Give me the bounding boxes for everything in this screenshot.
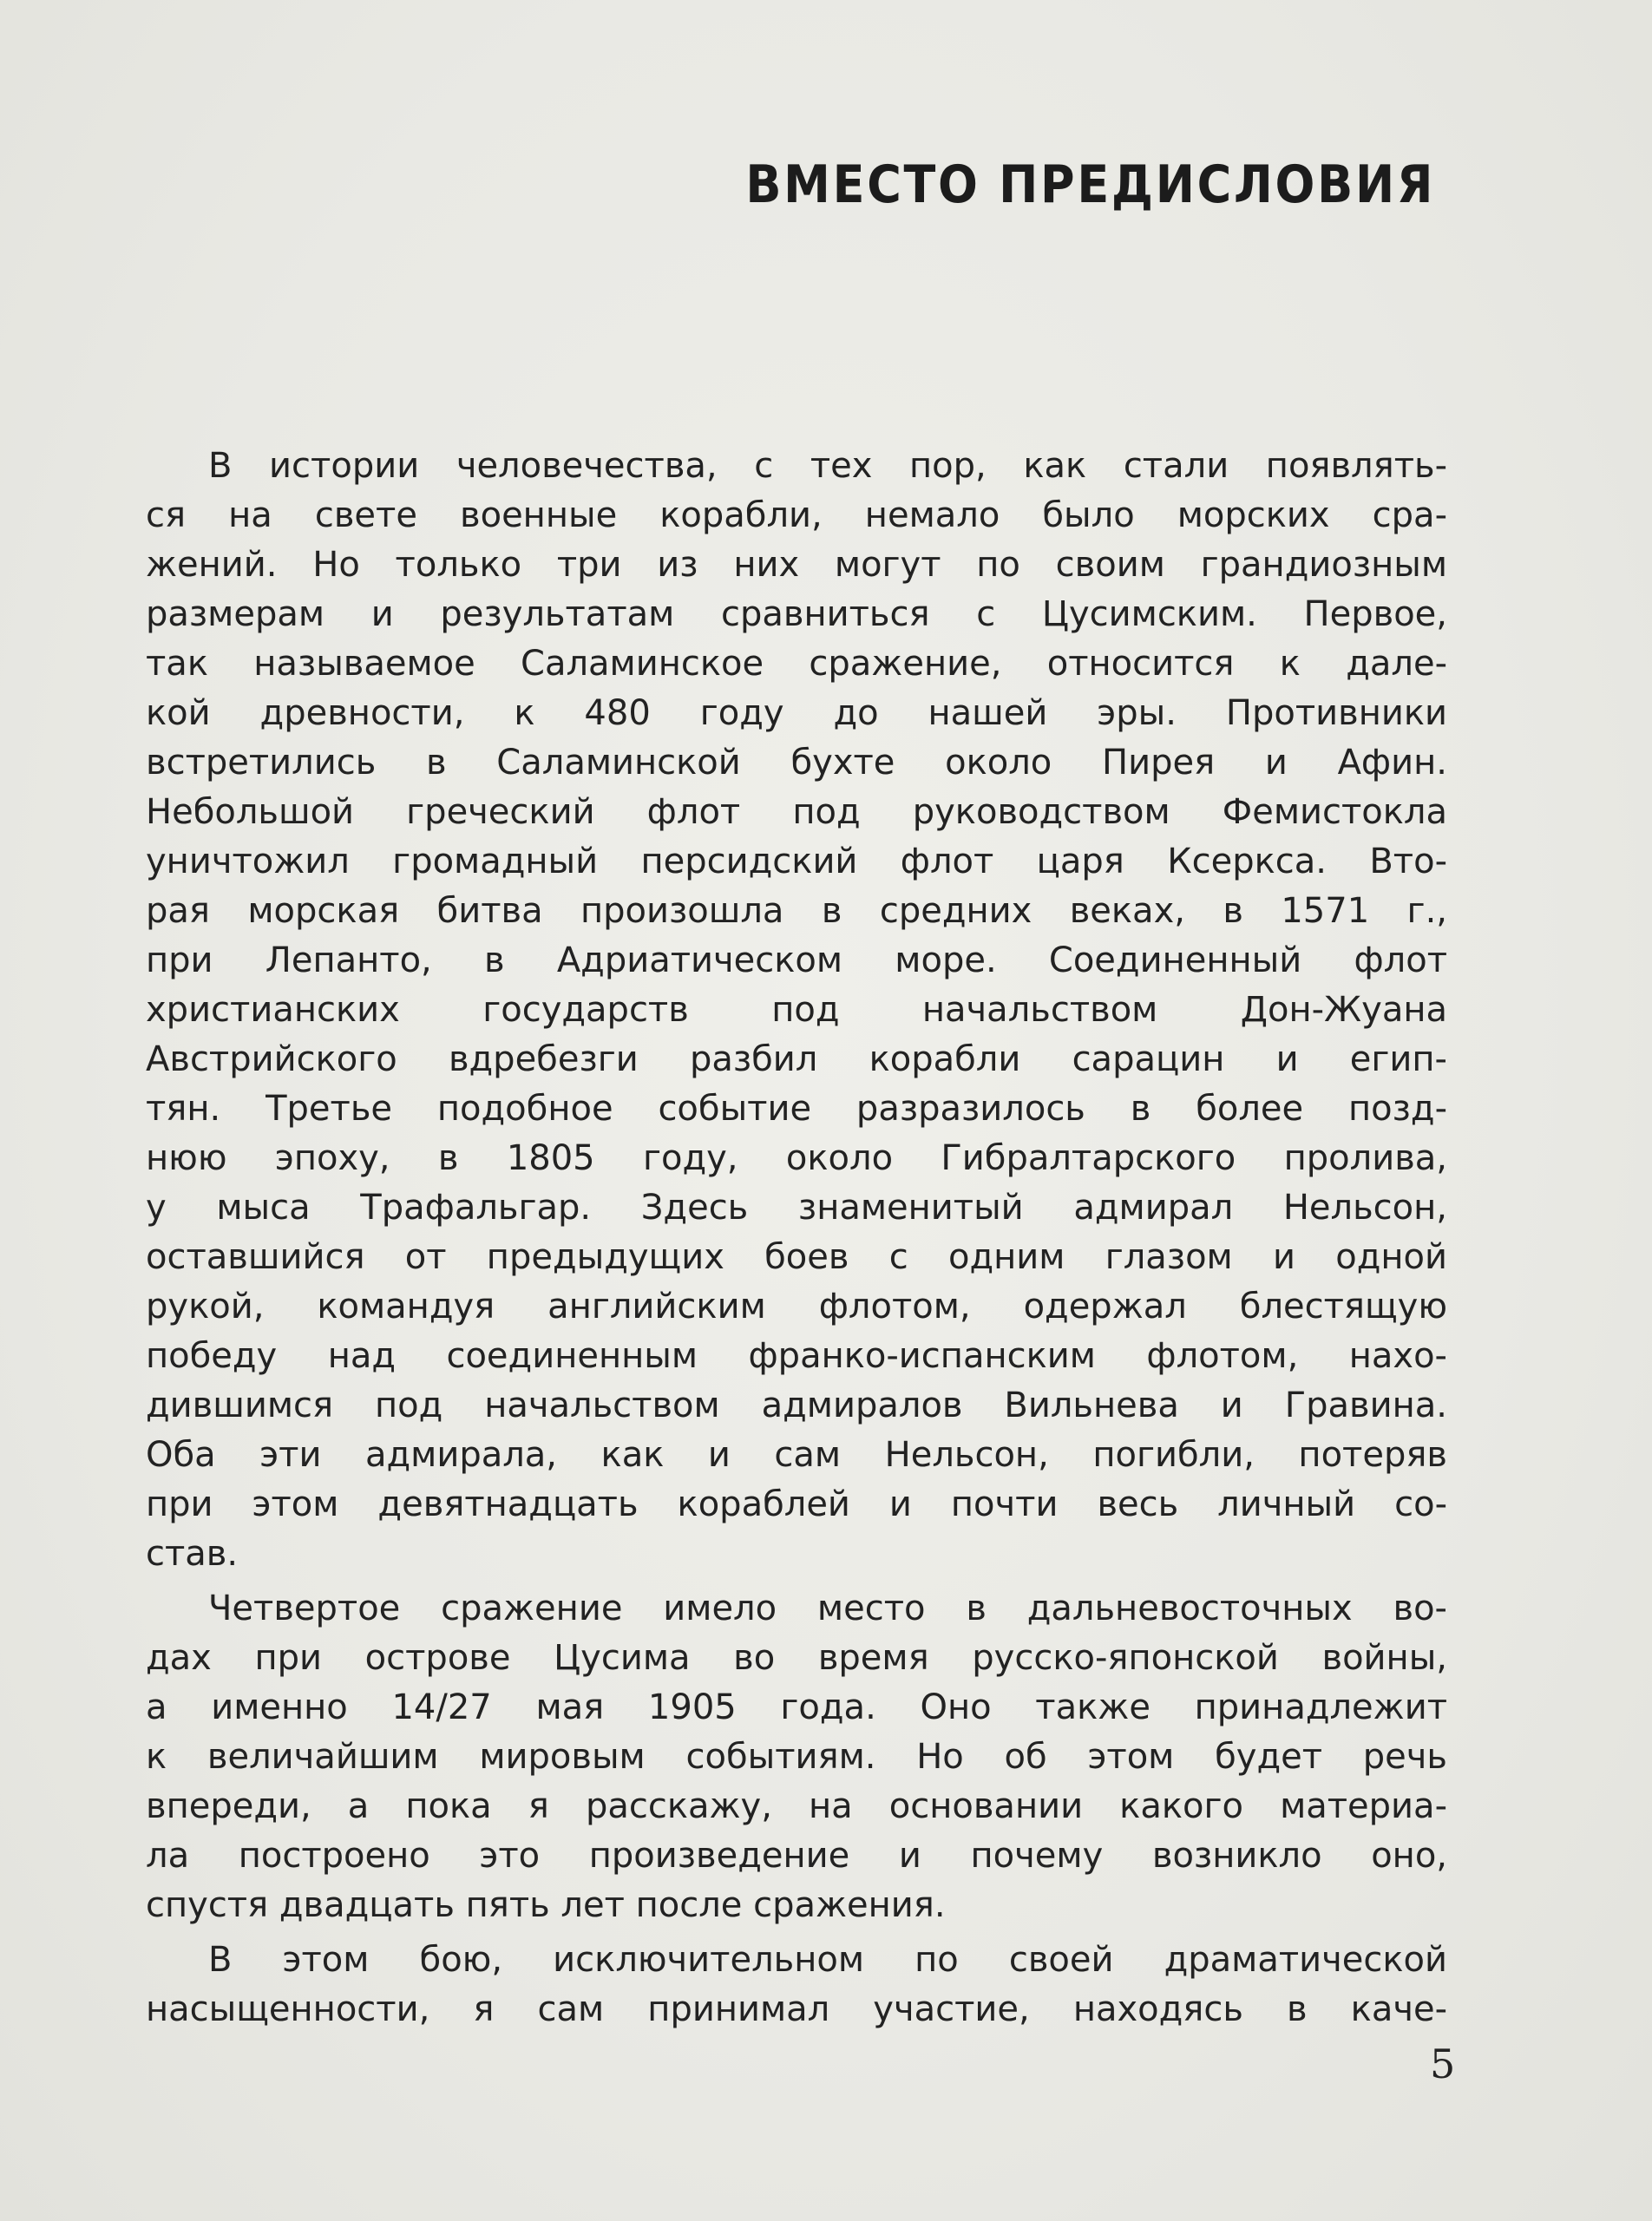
text-line: ся на свете военные корабли, немало было морских сра-: [146, 495, 1447, 535]
text-line: христианских государств под начальством Дон-Жуана: [146, 990, 1447, 1030]
text-line: ла построено это произведение и почему возникло оно,: [146, 1836, 1447, 1876]
text-line: а именно 14/27 мая 1905 года. Оно также принадлежит: [146, 1687, 1447, 1727]
page-number: 5: [1430, 2041, 1456, 2087]
text-line: Четвертое сражение имело место в дальневосточных во-: [208, 1589, 1447, 1628]
text-line: тян. Третье подобное событие разразилось в более позд-: [146, 1089, 1447, 1129]
chapter-title: ВМЕСТО ПРЕДИСЛОВИЯ: [745, 154, 1435, 215]
text-line: нюю эпоху, в 1805 году, около Гибралтарского пролива,: [146, 1138, 1447, 1178]
text-line: жений. Но только три из них могут по своим грандиозным: [146, 545, 1447, 585]
text-line: впереди, а пока я расскажу, на основании какого материа-: [146, 1786, 1447, 1826]
text-line: Небольшой греческий флот под руководством Фемистокла: [146, 792, 1447, 832]
text-line: Австрийского вдребезги разбил корабли сарацин и егип-: [146, 1039, 1447, 1079]
text-line: В этом бою, исключительном по своей драматической: [208, 1940, 1447, 1980]
text-line: Оба эти адмирала, как и сам Нельсон, погибли, потеряв: [146, 1435, 1447, 1475]
text-line: В истории человечества, с тех пор, как стали появлять-: [208, 446, 1447, 486]
text-line: при Лепанто, в Адриатическом море. Соединенный флот: [146, 940, 1447, 980]
text-line: насыщенности, я сам принимал участие, находясь в каче-: [146, 1989, 1447, 2029]
text-line: спустя двадцать пять лет после сражения.: [146, 1885, 946, 1925]
text-line: оставшийся от предыдущих боев с одним глазом и одной: [146, 1237, 1447, 1277]
text-line: победу над соединенным франко-испанским флотом, нахо-: [146, 1336, 1447, 1376]
text-line: став.: [146, 1534, 239, 1574]
text-line: рая морская битва произошла в средних веках, в 1571 г.,: [146, 891, 1447, 931]
body-text: [146, 442, 1447, 2034]
text-line: при этом девятнадцать кораблей и почти весь личный со-: [146, 1484, 1447, 1524]
text-line: уничтожил громадный персидский флот царя Ксеркса. Вто-: [146, 842, 1447, 881]
text-line: к величайшим мировым событиям. Но об этом будет речь: [146, 1737, 1447, 1777]
text-line: у мыса Трафальгар. Здесь знаменитый адмирал Нельсон,: [146, 1188, 1447, 1228]
text-line: размерам и результатам сравниться с Цусимским. Первое,: [146, 594, 1447, 634]
text-line: так называемое Саламинское сражение, относится к дале-: [146, 644, 1447, 684]
text-line: рукой, командуя английским флотом, одержал блестящую: [146, 1287, 1447, 1327]
text-line: дившимся под начальством адмиралов Вильнева и Гравина.: [146, 1386, 1447, 1425]
text-line: кой древности, к 480 году до нашей эры. Противники: [146, 693, 1447, 733]
text-line: встретились в Саламинской бухте около Пирея и Афин.: [146, 743, 1447, 783]
text-line: дах при острове Цусима во время русско-японской войны,: [146, 1638, 1447, 1678]
